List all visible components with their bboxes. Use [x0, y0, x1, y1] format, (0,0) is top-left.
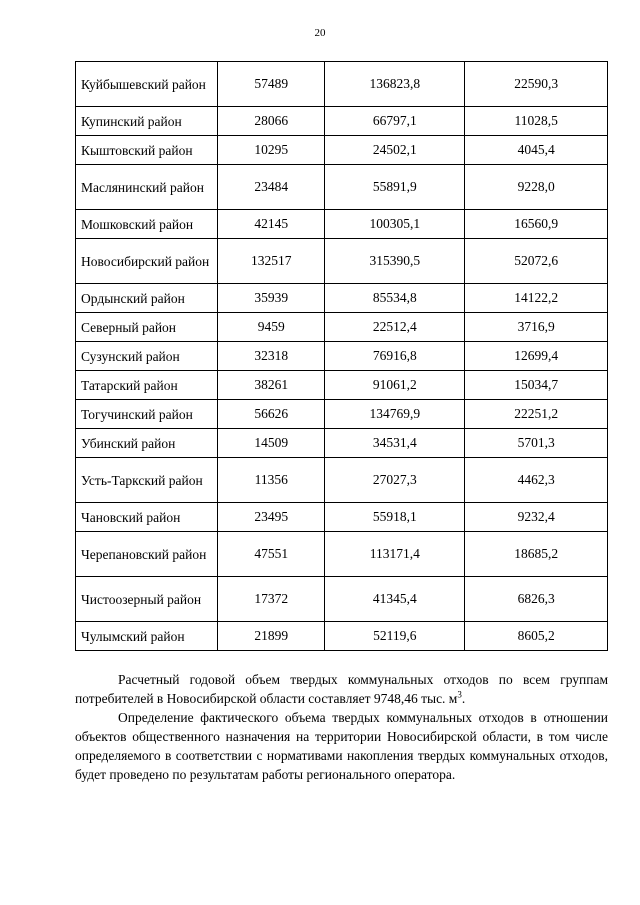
value-cell-3: 9228,0	[465, 165, 608, 210]
value-cell-3: 4462,3	[465, 458, 608, 503]
value-cell-2: 85534,8	[325, 284, 465, 313]
value-cell-1: 28066	[218, 107, 325, 136]
value-cell-3: 3716,9	[465, 313, 608, 342]
district-name-cell: Северный район	[76, 313, 218, 342]
value-cell-2: 52119,6	[325, 622, 465, 651]
table-row	[76, 371, 608, 400]
value-cell-3: 5701,3	[465, 429, 608, 458]
table-row	[76, 458, 608, 503]
district-name-cell: Усть-Таркский район	[76, 458, 218, 503]
district-name-cell: Убинский район	[76, 429, 218, 458]
value-cell-1: 10295	[218, 136, 325, 165]
district-name-cell: Чистоозерный район	[76, 577, 218, 622]
page-number: 20	[314, 27, 326, 39]
value-cell-1: 35939	[218, 284, 325, 313]
paragraph-end: .	[461, 691, 466, 706]
table-row	[76, 532, 608, 577]
table-row	[76, 284, 608, 313]
superscript-cubic: 3	[457, 689, 462, 700]
value-cell-1: 17372	[218, 577, 325, 622]
value-cell-1: 23495	[218, 503, 325, 532]
district-name-cell: Сузунский район	[76, 342, 218, 371]
table-row	[76, 136, 608, 165]
value-cell-2: 91061,2	[325, 371, 465, 400]
district-name-cell: Чулымский район	[76, 622, 218, 651]
value-cell-3: 6826,3	[465, 577, 608, 622]
value-cell-2: 76916,8	[325, 342, 465, 371]
value-cell-3: 12699,4	[465, 342, 608, 371]
table-row	[76, 62, 608, 107]
value-cell-1: 32318	[218, 342, 325, 371]
value-cell-3: 11028,5	[465, 107, 608, 136]
value-cell-2: 55918,1	[325, 503, 465, 532]
value-cell-2: 113171,4	[325, 532, 465, 577]
district-name-cell: Чановский район	[76, 503, 218, 532]
value-cell-1: 47551	[218, 532, 325, 577]
table-row	[76, 400, 608, 429]
district-name-cell: Ордынский район	[76, 284, 218, 313]
table-row	[76, 165, 608, 210]
value-cell-2: 41345,4	[325, 577, 465, 622]
paragraph-annual-volume-text: Расчетный годовой объем твердых коммунальных отходов по всем группам потребителей в Новосибирской области составляет 9748,46 тыс. м	[75, 672, 608, 706]
value-cell-1: 132517	[218, 239, 325, 284]
value-cell-1: 42145	[218, 210, 325, 239]
table-body	[76, 62, 608, 651]
district-name-cell: Купинский район	[76, 107, 218, 136]
value-cell-3: 14122,2	[465, 284, 608, 313]
district-name-cell: Татарский район	[76, 371, 218, 400]
value-cell-2: 100305,1	[325, 210, 465, 239]
value-cell-1: 21899	[218, 622, 325, 651]
district-name-cell: Куйбышевский район	[76, 62, 218, 107]
body-text	[75, 670, 608, 784]
value-cell-3: 8605,2	[465, 622, 608, 651]
value-cell-2: 66797,1	[325, 107, 465, 136]
district-name-cell: Мошковский район	[76, 210, 218, 239]
table-row	[76, 342, 608, 371]
table-row	[76, 577, 608, 622]
district-name-cell: Тогучинский район	[76, 400, 218, 429]
value-cell-1: 14509	[218, 429, 325, 458]
district-name-cell: Кыштовский район	[76, 136, 218, 165]
value-cell-1: 23484	[218, 165, 325, 210]
value-cell-2: 22512,4	[325, 313, 465, 342]
table-row	[76, 622, 608, 651]
table-row	[76, 313, 608, 342]
value-cell-3: 4045,4	[465, 136, 608, 165]
table-row	[76, 210, 608, 239]
table-row	[76, 503, 608, 532]
value-cell-3: 52072,6	[465, 239, 608, 284]
value-cell-3: 16560,9	[465, 210, 608, 239]
paragraph-actual-volume: Определение фактического объема твердых коммунальных отходов в отношении объектов общественного назначения на территории Новосибирской области, в том числе определяемого в соответствии с нормативами накопления твердых коммунальных отходов, будет проведено по результатам работы регионального оператора.	[75, 710, 608, 782]
value-cell-3: 22251,2	[465, 400, 608, 429]
value-cell-3: 18685,2	[465, 532, 608, 577]
value-cell-2: 315390,5	[325, 239, 465, 284]
value-cell-2: 134769,9	[325, 400, 465, 429]
paragraph-annual-volume	[75, 670, 608, 708]
value-cell-1: 38261	[218, 371, 325, 400]
value-cell-1: 9459	[218, 313, 325, 342]
value-cell-2: 34531,4	[325, 429, 465, 458]
value-cell-1: 11356	[218, 458, 325, 503]
value-cell-1: 56626	[218, 400, 325, 429]
value-cell-2: 55891,9	[325, 165, 465, 210]
value-cell-2: 136823,8	[325, 62, 465, 107]
table-row	[76, 429, 608, 458]
value-cell-2: 27027,3	[325, 458, 465, 503]
value-cell-2: 24502,1	[325, 136, 465, 165]
district-name-cell: Черепановский район	[76, 532, 218, 577]
district-name-cell: Новосибирский район	[76, 239, 218, 284]
table-row	[76, 107, 608, 136]
district-waste-table	[75, 61, 608, 651]
table-row	[76, 239, 608, 284]
value-cell-3: 15034,7	[465, 371, 608, 400]
value-cell-3: 9232,4	[465, 503, 608, 532]
district-name-cell: Маслянинский район	[76, 165, 218, 210]
value-cell-1: 57489	[218, 62, 325, 107]
value-cell-3: 22590,3	[465, 62, 608, 107]
